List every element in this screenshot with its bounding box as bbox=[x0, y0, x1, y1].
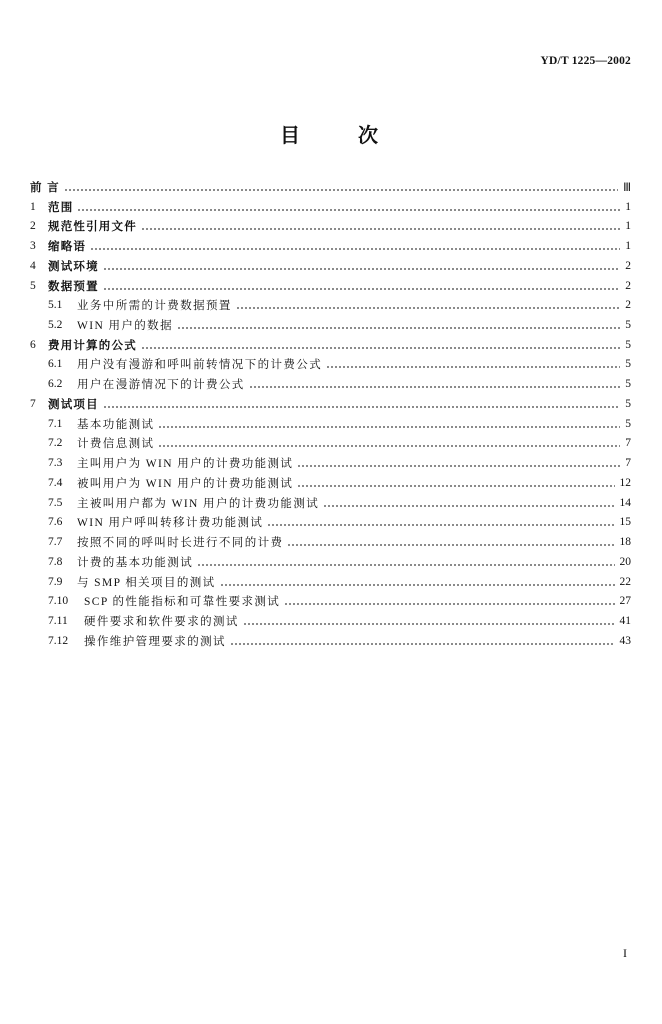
dot-leader bbox=[236, 307, 620, 309]
toc-entry-number: 6.1 bbox=[48, 358, 63, 371]
standard-code: YD/T 1225—2002 bbox=[540, 55, 631, 67]
toc-entry-title: 测试环境 bbox=[48, 260, 99, 273]
toc-entry-title: 规范性引用文件 bbox=[48, 221, 137, 234]
dot-leader bbox=[141, 347, 620, 349]
toc-entry bbox=[30, 177, 631, 197]
dot-leader bbox=[90, 248, 620, 250]
dot-leader bbox=[141, 228, 620, 230]
toc-entry-number: 7.8 bbox=[48, 555, 63, 568]
toc-entry-page: 2 bbox=[625, 259, 631, 272]
page-number: I bbox=[623, 946, 627, 960]
toc-entry-number: 7.1 bbox=[48, 417, 63, 430]
toc-entry-title: 主叫用户为 WIN 用户的计费功能测试 bbox=[77, 458, 294, 471]
table-of-contents bbox=[30, 177, 631, 651]
toc-entry bbox=[30, 276, 631, 296]
dot-leader bbox=[64, 189, 618, 191]
dot-leader bbox=[103, 268, 620, 270]
toc-entry bbox=[30, 611, 631, 631]
toc-entry-number: 7 bbox=[30, 397, 36, 410]
toc-entry-page: 43 bbox=[619, 634, 631, 647]
toc-entry-page: 2 bbox=[625, 279, 631, 292]
toc-entry-title: 与 SMP 相关项目的测试 bbox=[77, 576, 216, 589]
toc-entry-page: 27 bbox=[619, 595, 631, 608]
toc-entry-title: 业务中所需的计费数据预置 bbox=[77, 300, 232, 313]
toc-entry-page: Ⅲ bbox=[623, 181, 631, 194]
toc-entry-page: 15 bbox=[619, 516, 631, 529]
toc-entry-number: 6.2 bbox=[48, 378, 63, 391]
toc-entry-title: 范围 bbox=[48, 201, 74, 214]
toc-entry-title: 用户在漫游情况下的计费公式 bbox=[77, 379, 245, 392]
toc-entry-title: 缩略语 bbox=[48, 241, 87, 254]
toc-entry-page: 20 bbox=[619, 555, 631, 568]
toc-entry-number: 5.2 bbox=[48, 319, 63, 331]
toc-entry-number: 7.5 bbox=[48, 496, 63, 509]
toc-entry-title: 数据预置 bbox=[48, 280, 99, 293]
dot-leader bbox=[267, 524, 614, 526]
dot-leader bbox=[220, 584, 615, 586]
toc-entry-title: 被叫用户为 WIN 用户的计费功能测试 bbox=[77, 477, 294, 490]
toc-entry bbox=[30, 552, 631, 572]
toc-entry-number: 5.1 bbox=[48, 299, 63, 312]
dot-leader bbox=[243, 623, 615, 625]
toc-entry-page: 12 bbox=[619, 476, 631, 489]
toc-entry-title: 按照不同的呼叫时长进行不同的计费 bbox=[77, 537, 284, 550]
toc-entry bbox=[30, 216, 631, 236]
toc-entry-title: 硬件要求和软件要求的测试 bbox=[84, 616, 239, 629]
toc-entry-number: 7.4 bbox=[48, 476, 63, 489]
toc-entry-number: 7.3 bbox=[48, 457, 63, 470]
toc-entry-page: 5 bbox=[625, 378, 631, 391]
toc-entry-number: 7.10 bbox=[48, 595, 69, 608]
dot-leader bbox=[230, 643, 615, 645]
toc-entry-page: 5 bbox=[625, 417, 631, 430]
toc-entry-title: 操作维护管理要求的测试 bbox=[84, 635, 226, 648]
toc-entry bbox=[30, 512, 631, 532]
toc-entry bbox=[30, 631, 631, 651]
toc-entry bbox=[30, 473, 631, 493]
toc-entry-number: 1 bbox=[30, 200, 36, 213]
toc-entry-page: 41 bbox=[619, 615, 631, 628]
toc-entry-page: 5 bbox=[625, 319, 631, 331]
toc-entry bbox=[30, 197, 631, 217]
toc-entry-page: 5 bbox=[625, 338, 631, 351]
dot-leader bbox=[326, 366, 620, 368]
toc-entry-number: 3 bbox=[30, 240, 36, 253]
toc-entry-number: 7.7 bbox=[48, 536, 63, 549]
dot-leader bbox=[287, 544, 614, 546]
toc-entry-page: 1 bbox=[625, 240, 631, 253]
toc-entry-number: 5 bbox=[30, 279, 36, 292]
toc-entry bbox=[30, 572, 631, 592]
toc-entry-number: 2 bbox=[30, 220, 36, 233]
toc-entry bbox=[30, 335, 631, 355]
dot-leader bbox=[77, 209, 620, 211]
toc-entry-page: 18 bbox=[619, 536, 631, 549]
toc-entry-title: 计费的基本功能测试 bbox=[77, 556, 194, 569]
toc-entry-title: WIN 用户的数据 bbox=[77, 320, 173, 332]
toc-entry bbox=[30, 394, 631, 414]
toc-entry bbox=[30, 355, 631, 375]
dot-leader bbox=[297, 485, 614, 487]
toc-entry bbox=[30, 434, 631, 454]
toc-entry-page: 7 bbox=[625, 437, 631, 450]
toc-entry bbox=[30, 414, 631, 434]
toc-entry-number: 7.9 bbox=[48, 575, 63, 588]
dot-leader bbox=[103, 406, 620, 408]
toc-entry-title: 费用计算的公式 bbox=[48, 339, 137, 352]
toc-entry-page: 1 bbox=[625, 220, 631, 233]
toc-entry-page: 22 bbox=[619, 575, 631, 588]
toc-entry bbox=[30, 256, 631, 276]
toc-entry-title: 用户没有漫游和呼叫前转情况下的计费公式 bbox=[77, 359, 323, 372]
dot-leader bbox=[197, 564, 614, 566]
toc-entry bbox=[30, 236, 631, 256]
toc-entry bbox=[30, 493, 631, 513]
dot-leader bbox=[158, 445, 620, 447]
toc-entry-page: 14 bbox=[619, 496, 631, 509]
toc-entry bbox=[30, 295, 631, 315]
toc-entry bbox=[30, 315, 631, 335]
dot-leader bbox=[284, 603, 614, 605]
toc-entry-title: 主被叫用户都为 WIN 用户的计费功能测试 bbox=[77, 497, 320, 510]
toc-entry-page: 7 bbox=[625, 457, 631, 470]
toc-entry-title: SCP 的性能指标和可靠性要求测试 bbox=[84, 596, 281, 609]
toc-entry-number: 7.6 bbox=[48, 516, 63, 529]
toc-entry-title: 测试项目 bbox=[48, 398, 99, 411]
dot-leader bbox=[103, 288, 620, 290]
toc-entry-page: 5 bbox=[625, 358, 631, 371]
toc-entry-page: 1 bbox=[625, 200, 631, 213]
toc-entry-title: WIN 用户呼叫转移计费功能测试 bbox=[77, 517, 264, 530]
dot-leader bbox=[297, 465, 620, 467]
toc-entry-page: 2 bbox=[625, 299, 631, 312]
toc-entry-title: 基本功能测试 bbox=[77, 418, 155, 431]
toc-entry-page: 5 bbox=[625, 397, 631, 410]
toc-entry-number: 6 bbox=[30, 338, 36, 351]
dot-leader bbox=[323, 505, 614, 507]
toc-entry-number: 7.11 bbox=[48, 615, 68, 628]
toc-entry-number: 4 bbox=[30, 259, 36, 272]
toc-entry-number: 7.12 bbox=[48, 634, 69, 647]
toc-entry bbox=[30, 532, 631, 552]
toc-entry-number: 7.2 bbox=[48, 437, 63, 450]
dot-leader bbox=[249, 386, 621, 388]
page-title: 目 次 bbox=[280, 125, 378, 147]
toc-entry-title: 前 言 bbox=[30, 181, 60, 194]
toc-entry bbox=[30, 591, 631, 611]
toc-entry-title: 计费信息测试 bbox=[77, 438, 155, 451]
toc-entry bbox=[30, 453, 631, 473]
dot-leader bbox=[158, 426, 620, 428]
dot-leader bbox=[177, 327, 620, 329]
toc-entry bbox=[30, 374, 631, 394]
